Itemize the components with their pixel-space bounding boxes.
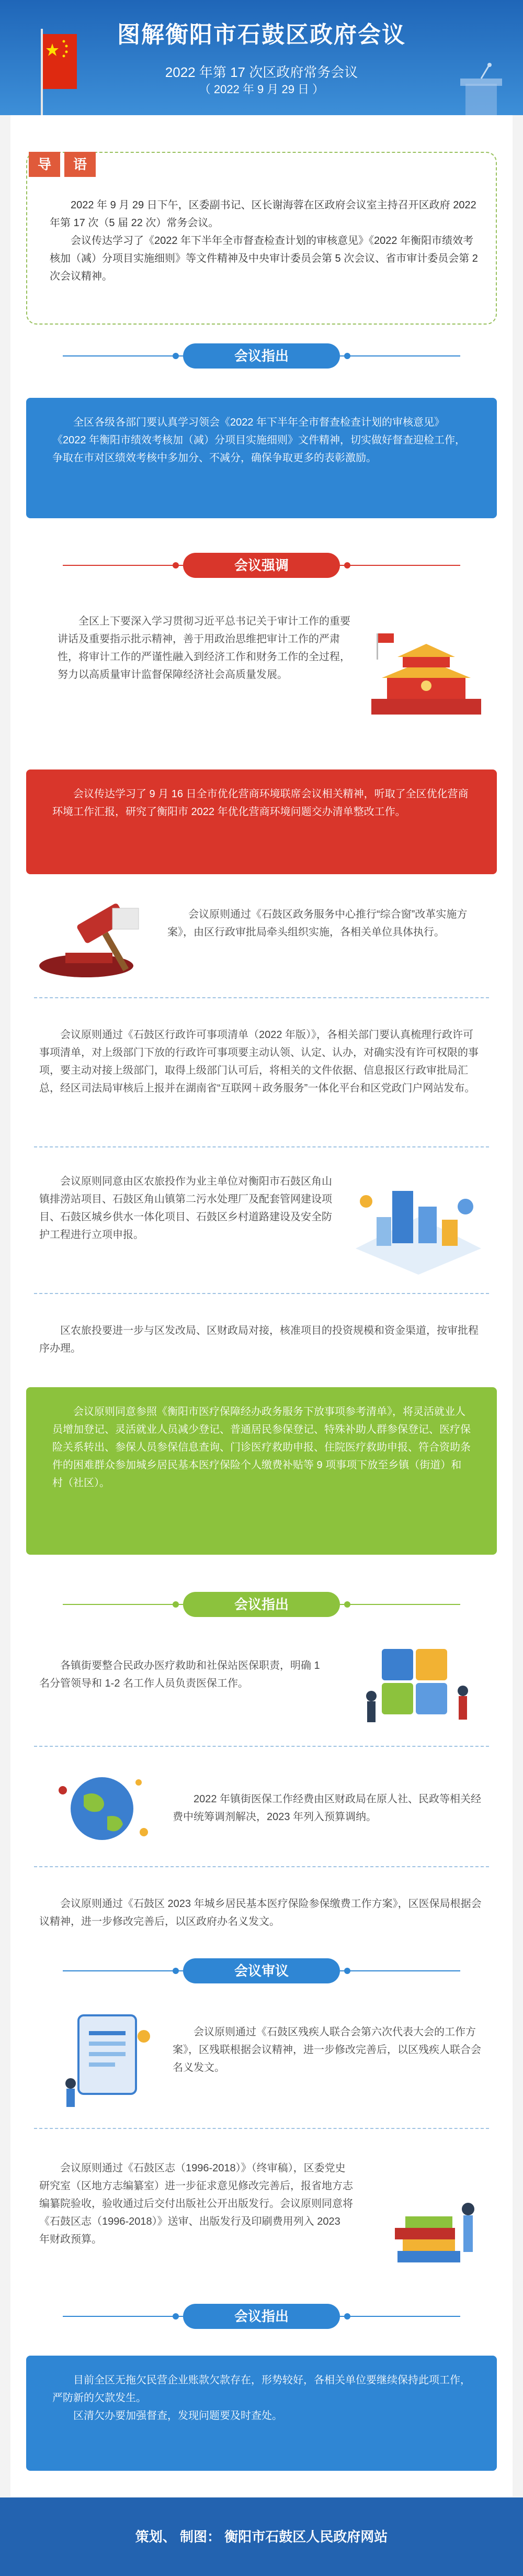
text-block	[39, 1895, 484, 1931]
section-title: 会议审议	[183, 1958, 340, 1983]
paragraph: 全区各级各部门要认真学习领会《2022 年下半年全市督查检查计划的审核意见》《2022 年衡阳市绩效考核加（减）分项目实施细则》文件精神，切实做好督查迎检工作，争取在市对区绩效考核中多加分、不减分，确保争取更多的表彰激励。	[52, 417, 466, 464]
text-block	[39, 1026, 484, 1097]
divider	[34, 1866, 489, 1867]
paragraph: 区农旅投要进一步与区发改局、区财政局对接，核准项目的投资规模和资金渠道，按审批程序办理。	[39, 1325, 479, 1354]
podium-icon	[450, 63, 513, 115]
gavel-icon	[34, 893, 154, 982]
divider	[34, 1293, 489, 1294]
text-block	[39, 1657, 332, 1692]
tiananmen-icon	[366, 628, 486, 717]
intro-tab	[29, 152, 100, 177]
text-block	[39, 1173, 332, 1244]
text-block	[39, 1322, 484, 1357]
section-header-3	[0, 1589, 523, 1620]
paragraph: 会议原则同意由区农旅投作为业主单位对衡阳市石鼓区角山镇排涝站项目、石鼓区角山镇第二污水处理厂及配套管网建设项目、石鼓区城乡供水一体化项目、石鼓区乡村道路建设及安全防护工程进行立项申报。	[39, 1176, 332, 1241]
paragraph: 2022 年镇街医保工作经费由区财政局在原人社、民政等相关经费中统筹调剂解决，2023 年列入预算调纳。	[173, 1793, 482, 1823]
divider	[34, 2128, 489, 2129]
page-title: 图解衡阳市石鼓区政府会议	[117, 22, 406, 48]
section-header-2	[0, 550, 523, 581]
text-block	[58, 612, 350, 684]
text-block	[167, 906, 486, 941]
section-title: 会议指出	[183, 1592, 340, 1617]
footer-credit: 策划、 制图： 衡阳市石鼓区人民政府网站	[0, 2497, 523, 2576]
red-content-box	[26, 770, 497, 874]
green-content-box	[26, 1387, 497, 1555]
intro-text	[50, 196, 484, 285]
section-header-5	[0, 2301, 523, 2332]
city-building-icon	[345, 1170, 492, 1275]
books-person-icon	[366, 2172, 486, 2277]
paragraph: 各镇街要整合民政办医疗救助和社保站医保职责，明确 1 名分管领导和 1-2 名工作人员负责医保工作。	[39, 1660, 320, 1689]
text-block	[173, 2023, 486, 2077]
text-block	[39, 2159, 353, 2248]
divider	[34, 997, 489, 998]
paragraph: 全区上下要深入学习贯彻习近平总书记关于审计工作的重要讲话及重要指示批示精神，善于用政治思维把审计工作的严肃性，将审计工作的严谨性融入到经济工作和财务工作的全过程，努力以高质量审计监督保障经济社会高质量发展。	[58, 616, 350, 681]
intro-paragraph: 会议传达学习了《2022 年下半年全市督查检查计划的审核意见》《2022 年衡阳市绩效考核加（减）分项目实施细则》等文件精神及中央审计委员会第 5 次会议、省市审计委员会第 2 次会议精神。	[50, 235, 478, 282]
section-title: 会议指出	[183, 2304, 340, 2329]
section-title: 会议指出	[183, 343, 340, 369]
page-subtitle: 2022 年第 17 次区政府常务会议	[165, 64, 358, 80]
blue-content-box	[26, 398, 497, 518]
puzzle-team-icon	[356, 1638, 486, 1727]
paragraph: 会议原则通过《石鼓区 2023 年城乡居民基本医疗保险参保缴费工作方案》，区医保局根据会议精神，进一步修改完善后，以区政府办名义发文。	[39, 1898, 482, 1927]
header-banner	[0, 0, 523, 115]
paragraph: 会议原则同意参照《衡阳市医疗保障经办政务服务下放事项参考清单》，将灵活就业人员增加登记、灵活就业人员减少登记、普通居民参保登记、特殊补助人群参保登记、医疗保险关系转出、参保人员参保信息查询、门诊医疗救助申报、住院医疗救助申报、符合资助条件的困难群众参加城乡居民基本医疗保险个人缴费补贴等 9 项事项下放至乡镇（街道）和村（社区）。	[52, 1406, 471, 1489]
intro-tab-char: 语	[64, 152, 96, 177]
divider	[34, 1146, 489, 1147]
section-header-4	[0, 1955, 523, 1987]
paragraph: 会议原则通过《石鼓区志（1996-2018）》（终审稿），区委党史研究室（区地方志编纂室）进一步征求意见修改完善后，报省地方志编纂院验收，验收通过后交付出版社公开出版发行。会议原则同意将《石鼓区志（1996-2018）》送审、出版发行及印刷费用列入 2023 年财政预算。	[39, 2162, 353, 2245]
divider	[34, 1746, 489, 1747]
document-tablet-icon	[47, 2005, 157, 2110]
paragraph: 会议原则通过《石鼓区政务服务中心推行“综合窗”改革实施方案》，由区行政审批局牵头组织实施，各相关单位具体执行。	[167, 909, 468, 938]
paragraph: 目前全区无拖欠民营企业账款欠款存在，形势较好，各相关单位要继续保持此项工作，严防新的欠款发生。	[52, 2374, 471, 2404]
blue-content-box	[26, 2356, 497, 2471]
paragraph: 区清欠办要加强督查，发现问题要及时查处。	[73, 2410, 282, 2422]
section-header-1	[0, 340, 523, 372]
globe-people-icon	[47, 1764, 157, 1853]
section-title: 会议强调	[183, 553, 340, 578]
intro-tab-char: 导	[29, 152, 60, 177]
text-block	[173, 1790, 486, 1826]
paragraph: 会议原则通过《石鼓区行政许可事项清单（2022 年版）》，各相关部门要认真梳理行政许可事项清单，对上级部门下放的行政许可事项要主动认领、认定、认办，对确实没有许可权限的事项，要主动对接上级部门，取得上级部门认可后，将相关的文件依据、信息报区行政审批局汇总，经区司法局审核后上报并在湖南省“互联网＋政务服务”一体化平台和区党政门户网站发布。	[39, 1029, 479, 1094]
paragraph: 会议原则通过《石鼓区残疾人联合会第六次代表大会的工作方案》，区残联根据会议精神，进一步修改完善后，以区残疾人联合会名义发文。	[173, 2026, 481, 2073]
intro-paragraph: 2022 年 9 月 29 日下午，区委副书记、区长谢海蓉在区政府会议室主持召开区政府 2022 年第 17 次（5 届 22 次）常务会议。	[50, 199, 476, 229]
page-date: （ 2022 年 9 月 29 日 ）	[199, 83, 324, 96]
paragraph: 会议传达学习了 9 月 16 日全市优化营商环境联席会议相关精神，听取了全区优化营商环境工作汇报，研究了衡阳市 2022 年优化营商环境问题交办清单整改工作。	[52, 788, 469, 818]
